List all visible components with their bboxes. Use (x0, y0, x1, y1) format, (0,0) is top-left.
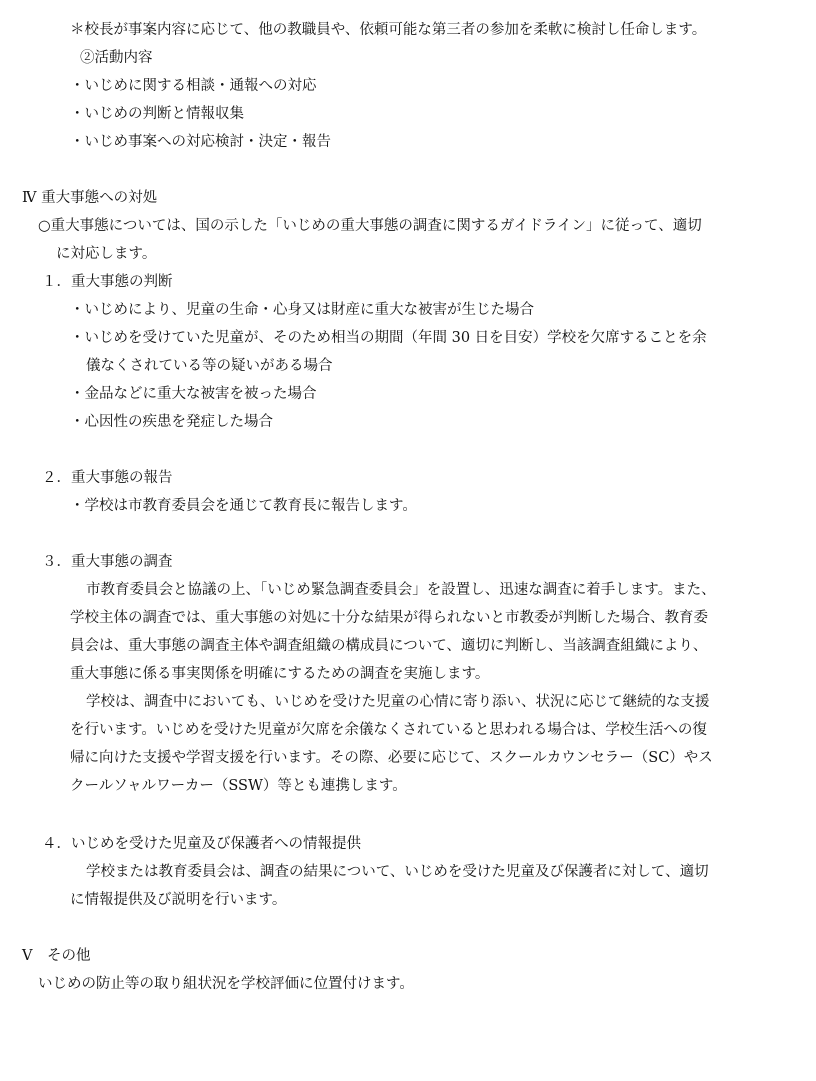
judgment-item: ・心因性の疾患を発症した場合 (70, 414, 273, 430)
investigation-line: 学校主体の調査では、重大事態の対処に十分な結果が得られないと市教委が判断した場合、教育委 (70, 610, 708, 626)
judgment-item: ・いじめを受けていた児童が、そのため相当の期間（年間 30 日を目安）学校を欠席することを余 (70, 330, 707, 346)
section-4-intro-cont: に対応します。 (56, 246, 157, 262)
activity-item: ・いじめに関する相談・通報への対応 (70, 78, 317, 94)
judgment-item-cont: 儀なくされている等の疑いがある場合 (86, 358, 333, 374)
info-line: 学校または教育委員会は、調査の結果について、いじめを受けた児童及び保護者に対して、適切 (86, 864, 709, 880)
investigation-line: 学校は、調査中においても、いじめを受けた児童の心情に寄り添い、状況に応じて継続的な支援 (86, 694, 710, 710)
activity-item: ・いじめ事案への対応検討・決定・報告 (70, 134, 331, 150)
investigation-heading: ３．重大事態の調査 (42, 554, 173, 570)
judgment-item: ・いじめにより、児童の生命・心身又は財産に重大な被害が生じた場合 (70, 302, 534, 318)
section-4-intro: ○重大事態については、国の示した「いじめの重大事態の調査に関するガイドライン」に従って、適切 (38, 218, 702, 234)
investigation-line: 員会は、重大事態の調査主体や調査組織の構成員について、適切に判断し、当該調査組織により、 (70, 638, 708, 654)
activity-item: ・いじめの判断と情報収集 (70, 106, 244, 122)
report-heading: ２．重大事態の報告 (42, 470, 173, 486)
judgment-heading: １．重大事態の判断 (42, 274, 173, 290)
investigation-line: を行います。いじめを受けた児童が欠席を余儀なくされていると思われる場合は、学校生活への復 (70, 722, 707, 738)
activity-heading: ②活動内容 (80, 50, 153, 66)
info-heading: ４．いじめを受けた児童及び保護者への情報提供 (42, 836, 361, 852)
section-5-title: Ⅴ その他 (22, 948, 91, 964)
section-5-line: いじめの防止等の取り組状況を学校評価に位置付けます。 (38, 976, 414, 992)
investigation-line: 帰に向けた支援や学習支援を行います。その際、必要に応じて、スクールカウンセラー（SC）やス (70, 750, 713, 766)
report-item: ・学校は市教育委員会を通じて教育長に報告します。 (70, 498, 417, 514)
committee-note: ＊校長が事案内容に応じて、他の教職員や、依頼可能な第三者の参加を柔軟に検討し任命します。 (70, 22, 707, 38)
investigation-line: 重大事態に係る事実関係を明確にするための調査を実施します。 (70, 666, 490, 682)
section-4-title: Ⅳ 重大事態への対処 (22, 190, 158, 206)
investigation-line: 市教育委員会と協議の上、「いじめ緊急調査委員会」を設置し、迅速な調査に着手します。また、 (86, 582, 716, 598)
judgment-item: ・金品などに重大な被害を被った場合 (70, 386, 317, 402)
info-line: に情報提供及び説明を行います。 (70, 892, 287, 908)
investigation-line: クールソャルワーカー（SSW）等とも連携します。 (70, 778, 407, 794)
